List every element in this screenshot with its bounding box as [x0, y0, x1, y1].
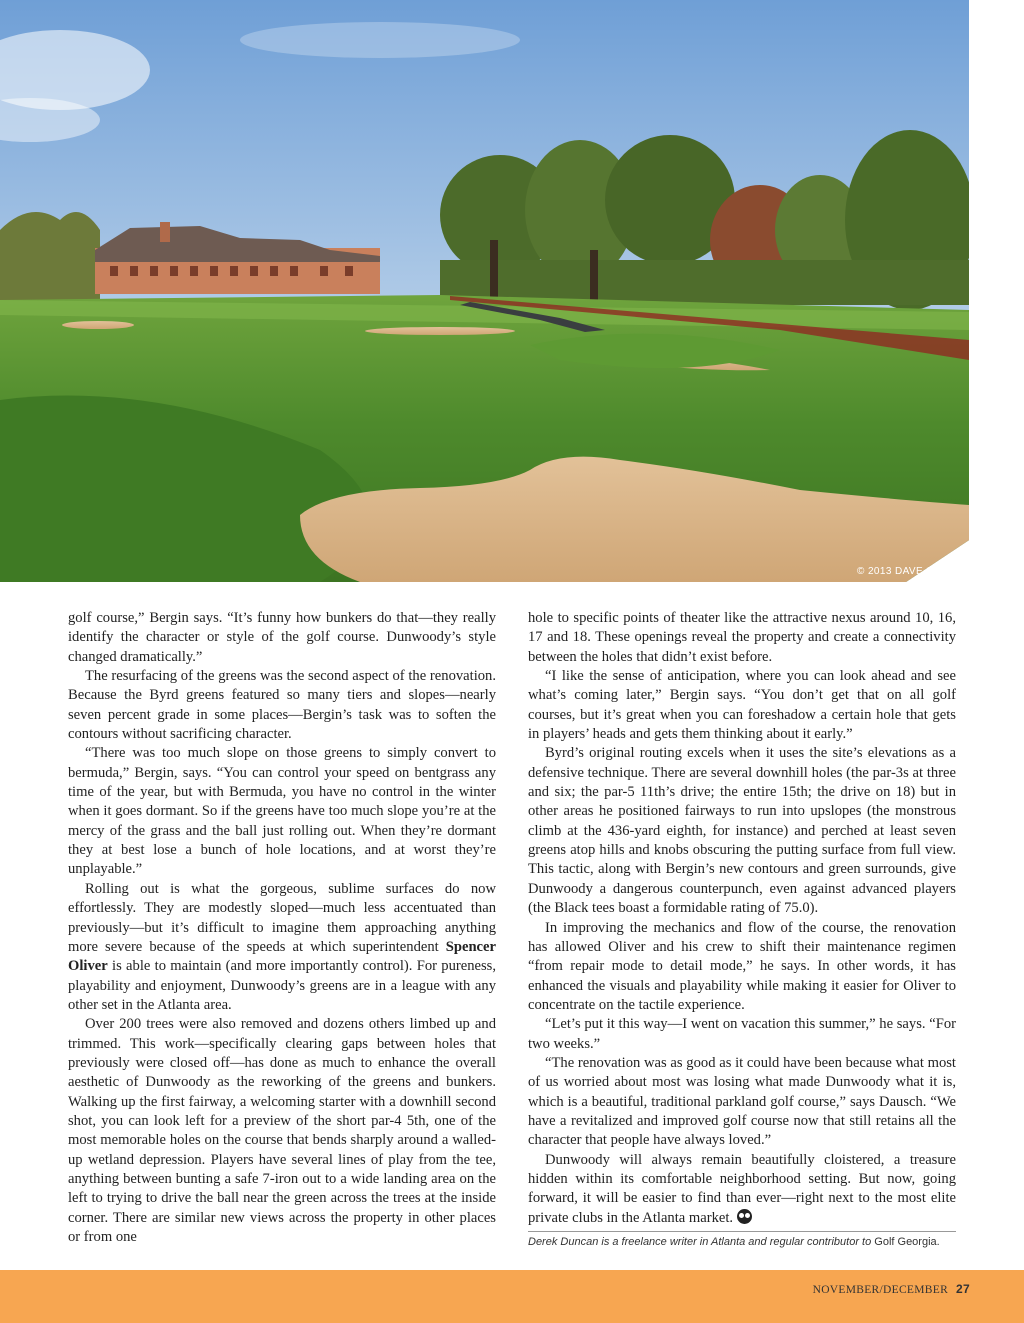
golf-course-photo — [0, 0, 969, 582]
paragraph: “I like the sense of anticipation, where you can look ahead and see what’s coming later,” Bergin says. “You don’t get that on all golf courses, but it’s great when you can foreshadow a certain hole that gets in players’ heads and gets them thinking about it early.” — [528, 668, 956, 743]
golf-course-illustration — [0, 0, 969, 582]
paragraph — [528, 1151, 956, 1228]
paragraph — [68, 880, 496, 1015]
end-mark-icon — [737, 1209, 752, 1224]
paragraph: “The renovation was as good as it could have been because what most of us worried about most was losing what made Dunwoody what it is, which is a beautiful, traditional parkland golf course,” says Dausch. “We have a revitalized and improved golf course now that still retains all the character that people have always loved.” — [528, 1054, 956, 1149]
author-bio — [528, 1236, 968, 1248]
paragraph: hole to specific points of theater like the attractive nexus around 10, 16, 17 and 18. These openings reveal the property and create a connectivity between the holes that didn’t exist before. — [528, 610, 956, 665]
paragraph: golf course,” Bergin says. “It’s funny how bunkers do that—they really identify the character or style of the golf course. Dunwoody’s style changed dramatically.” — [68, 610, 496, 665]
bold-name: Spencer Oliver — [68, 938, 496, 975]
issue-label: NOVEMBER/DECEMBER — [812, 1284, 949, 1296]
article-column-left — [68, 609, 496, 1247]
footer-band — [0, 1270, 1024, 1323]
page-number: 27 — [956, 1282, 970, 1296]
paragraph: “There was too much slope on those greens to simply convert to bermuda,” Bergin, says. “You can control your speed on bentgrass any time of the year, but with Bermuda, you have no control in the winter when it goes dormant. So if the greens have too much slope you’re at the mercy of the grass and the ball just rolling out. When they’re dormant they at best lose a bunch of hole locations, and at worst they’re unplayable.” — [68, 745, 496, 878]
magazine-name: Golf Georgia. — [874, 1236, 940, 1248]
paragraph: Over 200 trees were also removed and dozens others limbed up and trimmed. This work—specifically clearing gaps between holes that previously were closed off—has done as much to enhance the overall aesthetic of Dunwoody as the reworking of the greens and bunkers. Walking up the first fairway, a welcoming starter with a downhill second shot, you can look left for a preview of the short par-4 5th, one of the most memorable holes on the course that bends sharply around a walled-up wetland depression. Players have several lines of play from the tee, anything between bunting a safe 7-iron out to a wide landing area on the left to trying to drive the ball near the green across the trees at the inside corner. There are similar new views across the property in other places or from one — [68, 1016, 496, 1245]
bio-divider — [528, 1231, 956, 1232]
paragraph: Byrd’s original routing excels when it uses the site’s elevations as a defensive technique. There are several downhill holes (the par-3s at three and six; the par-5 11th’s drive; the entire 15th; the drive on 18) but in other areas he positioned fairways to run into upslopes (the monstrous climb at the 436-yard eighth, for instance) and perched at least seven greens atop hills and knobs obscuring the putting surface from full view. This tactic, along with Bergin’s new contours and green surrounds, give Dunwoody a dangerous counterpunch, even against advanced players (the Black tees boast a formidable rating of 75.0). — [528, 745, 956, 917]
bio-text: Derek Duncan is a freelance writer in Atlanta and regular contributor to — [528, 1236, 875, 1248]
paragraph: The resurfacing of the greens was the second aspect of the renovation. Because the Byrd greens featured so many tiers and slopes—nearly seven percent grade in some places—Bergin’s task was to soften the contours without sacrificing character. — [68, 668, 496, 743]
article-column-right — [528, 609, 956, 1228]
text-run: Dunwoody will always remain beautifully cloistered, a treasure hidden within its comfortable neighborhood setting. But now, going forward, it will be easier to find than ever—right next to the most elite private clubs in the Atlanta market. — [528, 1151, 956, 1226]
folio — [813, 1282, 970, 1296]
text-run: Rolling out is what the gorgeous, sublime surfaces do now effortlessly. They are modestly sloped—much less accentuated than previously—but it’s difficult to imagine them approaching anything more severe because of the speeds at which superintendent — [68, 880, 496, 955]
paragraph: “Let’s put it this way—I went on vacation this summer,” he says. “For two weeks.” — [528, 1016, 956, 1052]
photo-credit: © 2013 DAVE SANSOM — [857, 566, 972, 577]
text-run: is able to maintain (and more importantly control). For pureness, playability and enjoyment, Dunwoody’s greens are in a league with any other set in the Atlanta area. — [68, 958, 496, 1013]
paragraph: In improving the mechanics and flow of the course, the renovation has allowed Oliver and his crew to shift their maintenance regimen “from repair mode to detail mode,” he says. In other words, it has enhanced the visuals and playability while making it easier for Oliver to concentrate on the tactile experience. — [528, 919, 956, 1013]
